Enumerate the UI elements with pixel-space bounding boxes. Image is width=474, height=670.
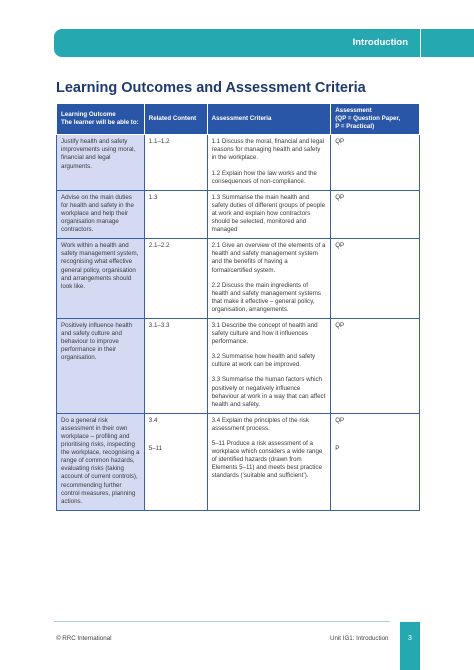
- criteria-cell: [207, 135, 331, 190]
- content-ref: 5–11: [148, 444, 163, 452]
- content-cell: [144, 318, 207, 413]
- criteria-item: 1.1 Discuss the moral, financial and legal reasons for managing health and safety in the workplace.: [211, 138, 325, 162]
- outcome-cell: Justify health and safety improvements using moral, financial and legal arguments.: [57, 135, 145, 190]
- criteria-item: 1.3 Summarise the main health and safety duties of different groups of people at work and explain how contractors should be selected, monitored and managed: [211, 193, 326, 234]
- content-ref: 1.1–1.2: [148, 138, 170, 146]
- header-tab-decoration: [420, 29, 474, 57]
- criteria-item: 3.4 Explain the principles of the risk assessment process.: [211, 416, 309, 432]
- table-row: [57, 239, 420, 319]
- assessment-type: QP: [335, 138, 345, 146]
- content-cell: [144, 135, 207, 190]
- criteria-item: 1.2 Explain how the law works and the consequences of non-compliance.: [211, 169, 317, 185]
- table-header-row: [57, 104, 420, 135]
- assessment-cell: [331, 239, 420, 319]
- footer-copyright: © RRC International: [56, 635, 112, 642]
- header-related-content: Related Content: [144, 104, 207, 135]
- table-row: [57, 135, 420, 190]
- criteria-cell: [207, 239, 331, 319]
- header-learning-outcome: [57, 104, 145, 135]
- assessment-type: QP: [335, 242, 345, 250]
- page-number: 3: [408, 635, 412, 642]
- content-ref: 1.3: [148, 193, 158, 201]
- section-header-bar: [54, 29, 420, 57]
- outcome-cell: Advise on the main duties for health and safety in the workplace and help their organisation manage contractors.: [57, 190, 145, 238]
- criteria-item: 3.3 Summarise the human factors which positively or negatively influence behaviour at work in a way that can affect health and safety.: [211, 376, 326, 408]
- assessment-type: QP: [335, 416, 345, 424]
- assessment-cell: [331, 135, 420, 190]
- assessment-type: QP: [335, 193, 345, 201]
- table-row: [57, 413, 420, 510]
- header-assessment-criteria: Assessment Criteria: [207, 104, 331, 135]
- table-row: [57, 190, 420, 238]
- section-title: Introduction: [352, 37, 408, 48]
- criteria-cell: [207, 190, 331, 238]
- content-cell: [144, 413, 207, 510]
- criteria-item: 3.1 Describe the concept of health and safety culture and how it influences performance.: [211, 321, 318, 346]
- content-cell: [144, 190, 207, 238]
- criteria-item: 3.2 Summarise how health and safety culture at work can be improved.: [211, 353, 316, 369]
- outcome-cell: Positively influence health and safety culture and behaviour to improve performance in their organisation.: [57, 318, 145, 413]
- content-cell: [144, 239, 207, 319]
- header-assessment-line2: (QP = Question Paper,: [335, 115, 401, 123]
- assessment-type: QP: [335, 321, 345, 329]
- assessment-type: P: [335, 444, 340, 452]
- criteria-cell: [207, 318, 331, 413]
- outcomes-table: [56, 103, 420, 511]
- outcome-cell: Work within a health and safety management system, recognising what effective general policy, organisation and arrangements should look like.: [57, 239, 145, 319]
- page-title: Learning Outcomes and Assessment Criteria: [56, 80, 366, 96]
- page-number-badge: [400, 622, 420, 670]
- footer-divider: [54, 621, 390, 622]
- content-ref: 3.4: [148, 416, 158, 424]
- criteria-cell: [207, 413, 331, 510]
- header-assessment-line3: P = Practical): [335, 123, 375, 131]
- outcome-cell: Do a general risk assessment in their own workplace – profiling and prioritising risks, inspecting the workplace, recognising a range of common hazards, evaluating risks (taking account of current controls), recommending further control measures, planning actions.: [57, 413, 145, 510]
- table-row: [57, 318, 420, 413]
- criteria-item: 2.1 Give an overview of the elements of a health and safety management system and the benefits of having a formal/certified system.: [211, 242, 326, 274]
- header-assessment: [331, 104, 420, 135]
- criteria-item: 5–11 Produce a risk assessment of a workplace which considers a wide range of identified hazards (drawn from Elements 5–11) and meets best practice standards (‘suitable and sufficient’).: [211, 440, 323, 480]
- content-ref: 2.1–2.2: [148, 242, 170, 250]
- header-assessment-line1: Assessment: [335, 107, 372, 114]
- content-ref: 3.1–3.3: [148, 321, 170, 329]
- criteria-item: 2.2 Discuss the main ingredients of health and safety management systems that make it effective – general policy, organisation, arrangements.: [211, 281, 321, 313]
- footer-unit: Unit IG1: Introduction: [330, 635, 389, 642]
- assessment-cell: [331, 413, 420, 510]
- assessment-cell: [331, 318, 420, 413]
- header-outcome-line2: The learner will be able to:: [61, 119, 139, 127]
- header-outcome-line1: Learning Outcome: [61, 111, 116, 119]
- assessment-cell: [331, 190, 420, 238]
